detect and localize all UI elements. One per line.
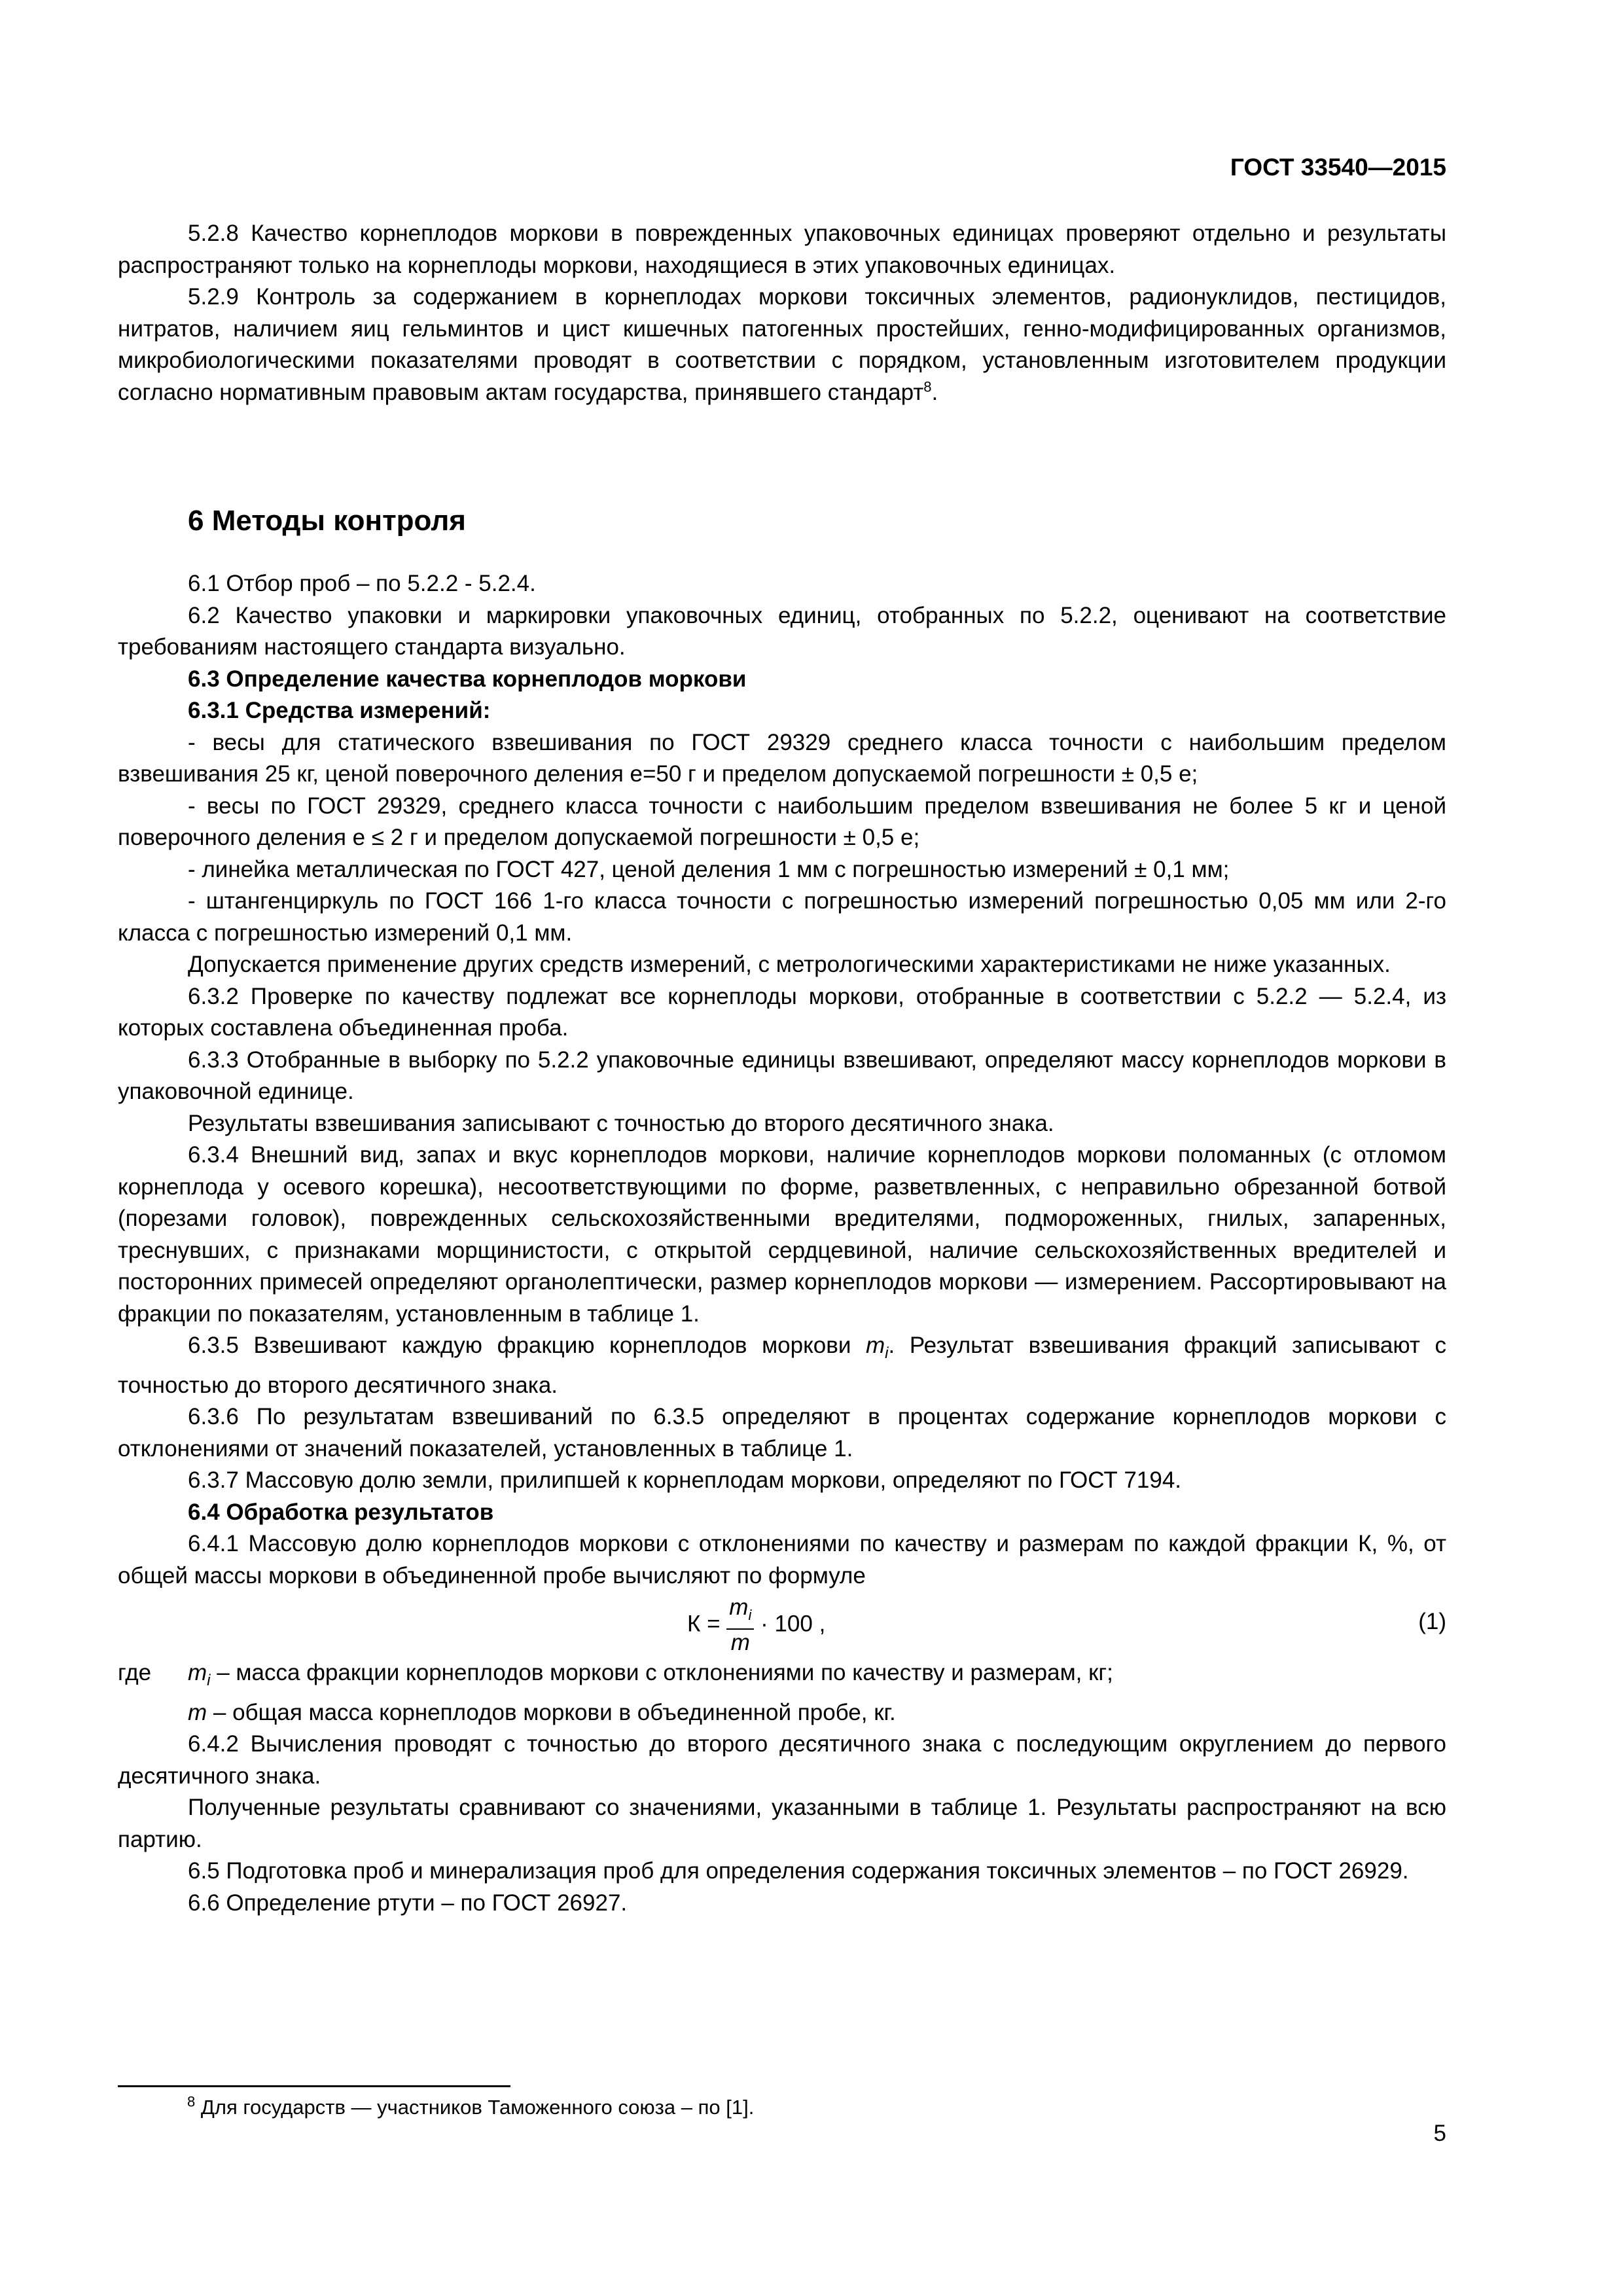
paragraph-6-3-3-results: Результаты взвешивания записывают с точностью до второго десятичного знака. [188, 1110, 1054, 1136]
section-heading-6: 6 Методы контроля [188, 505, 466, 537]
paragraph-5-2-9: 5.2.9 Контроль за содержанием в корнеплодах моркови токсичных элементов, радионуклидов, пестицидов, нитратов, наличием яиц гельминтов и цист кишечных патогенных простейших, генно-модифицированных организмов, микробиологическими показателями проводят в соответствии с порядком, установленным изготовителем продукции согласно нормативным правовым актам государства, принявшего стандарт$^8$. [118, 284, 1446, 405]
paragraph-6-3-3: 6.3.3 Отобранные в выборку по 5.2.2 упаковочные единицы взвешивают, определяют массу корнеплодов моркови в упаковочной единице. [118, 1047, 1446, 1104]
section-6-body [118, 568, 1446, 1919]
list-item-ruler: - линейка металлическая по ГОСТ 427, ценой деления 1 мм с погрешностью измерений ± 0,1 мм; [188, 856, 1230, 882]
formula-number: (1) [1418, 1609, 1446, 1634]
paragraph-6-4-2-compare: Полученные результаты сравнивают со значениями, указанными в таблице 1. Результаты распространяют на всю партию. [118, 1795, 1446, 1852]
subheading-6-3-1: 6.3.1 Средства измерений: [188, 698, 491, 723]
document-code: ГОСТ 33540—2015 [1230, 154, 1446, 181]
paragraph-6-4-2: 6.4.2 Вычисления проводят с точностью до второго десятичного знака с последующим округлением до первого десятичного знака. [118, 1731, 1446, 1789]
footnote-ref: 8 [923, 378, 932, 395]
subheading-6-4: 6.4 Обработка результатов [188, 1499, 494, 1525]
footnote: $^8$ Для государств — участников Таможенного союза – по [1]. [187, 2093, 755, 2119]
where-line-m: m – общая масса корнеплодов моркови в объединенной пробе, кг. [188, 1699, 896, 1725]
footnote-separator [118, 2085, 510, 2087]
paragraph-6-5: 6.5 Подготовка проб и минерализация проб для определения содержания токсичных элементов – по ГОСТ 26929. [188, 1858, 1409, 1884]
paragraph-6-1: 6.1 Отбор проб – по 5.2.2 - 5.2.4. [188, 571, 536, 596]
formula-expression: К = $\frac{m_i}{m}$ · 100 , [687, 1594, 826, 1655]
paragraph-6-3-4: 6.3.4 Внешний вид, запах и вкус корнеплодов моркови, наличие корнеплодов моркови поломанных (с отломом корнеплода у осевого корешка), несоответствующими по форме, разветвленных, с неправильно обрезанной ботвой (порезами головок), поврежденных сельскохозяйственными вредителями, подмороженных, гнилых, запаренных, треснувших, с признаками морщинистости, с открытой сердцевиной, наличие сельскохозяйственных вредителей и посторонних примесей определяют органолептически, размер корнеплодов моркови — измерением. Рассортировывают на фракции по показателям, установленным в таблице 1. [118, 1142, 1446, 1327]
paragraph-allowance: Допускается применение других средств измерений, с метрологическими характеристиками не ниже указанных. [188, 952, 1391, 977]
formula-1 [118, 1592, 1446, 1657]
list-item-caliper: - штангенциркуль по ГОСТ 166 1-го класса точности с погрешностью измерений погрешностью 0,05 мм или 2-го класса с погрешностью измерений 0,1 мм. [118, 888, 1446, 946]
section-5-continuation [118, 218, 1446, 408]
formula-fraction: $\frac{m_i}{m}$ [726, 1594, 754, 1656]
list-item-scales-25kg: - весы для статического взвешивания по ГОСТ 29329 среднего класса точности с наибольшим пределом взвешивания 25 кг, ценой поверочного деления e=50 г и пределом допускаемой погрешности ± 0,5 е; [118, 729, 1446, 787]
paragraph-6-3-7: 6.3.7 Массовую долю земли, прилипшей к корнеплодам моркови, определяют по ГОСТ 7194. [188, 1467, 1182, 1493]
paragraph-6-3-6: 6.3.6 По результатам взвешиваний по 6.3.5 определяют в процентах содержание корнеплодов моркови с отклонениями от значений показателей, установленных в таблице 1. [118, 1404, 1446, 1462]
paragraph-6-3-2: 6.3.2 Проверке по качеству подлежат все корнеплоды моркови, отобранные в соответствии с 5.2.2 — 5.2.4, из которых составлена объединенная проба. [118, 983, 1446, 1041]
where-line-mi: где $m_i$ – масса фракции корнеплодов моркови с отклонениями по качеству и размерам, кг; [118, 1660, 1113, 1689]
subheading-6-3: 6.3 Определение качества корнеплодов моркови [188, 666, 747, 692]
paragraph-6-2: 6.2 Качество упаковки и маркировки упаковочных единиц, отобранных по 5.2.2, оценивают на соответствие требованиям настоящего стандарта визуально. [118, 602, 1446, 660]
paragraph-6-4-1: 6.4.1 Массовую долю корнеплодов моркови с отклонениями по качеству и размерам по каждой фракции К, %, от общей массы моркови в объединенной пробе вычисляют по формуле [118, 1531, 1446, 1588]
paragraph-5-2-8: 5.2.8 Качество корнеплодов моркови в поврежденных упаковочных единицах проверяют отдельно и результаты распространяют только на корнеплоды моркови, находящиеся в этих упаковочных единицах. [118, 221, 1446, 278]
paragraph-6-3-5: 6.3.5 Взвешивают каждую фракцию корнеплодов моркови $m_i$. Результат взвешивания фракций записывают с точностью до второго десятичного знака. [118, 1333, 1446, 1398]
list-item-scales-5kg: - весы по ГОСТ 29329, среднего класса точности с наибольшим пределом взвешивания не более 5 кг и ценой поверочного деления е ≤ 2 г и пределом допускаемой погрешности ± 0,5 е; [118, 793, 1446, 850]
paragraph-6-6: 6.6 Определение ртути – по ГОСТ 26927. [188, 1890, 628, 1916]
page-number: 5 [1433, 2121, 1446, 2146]
